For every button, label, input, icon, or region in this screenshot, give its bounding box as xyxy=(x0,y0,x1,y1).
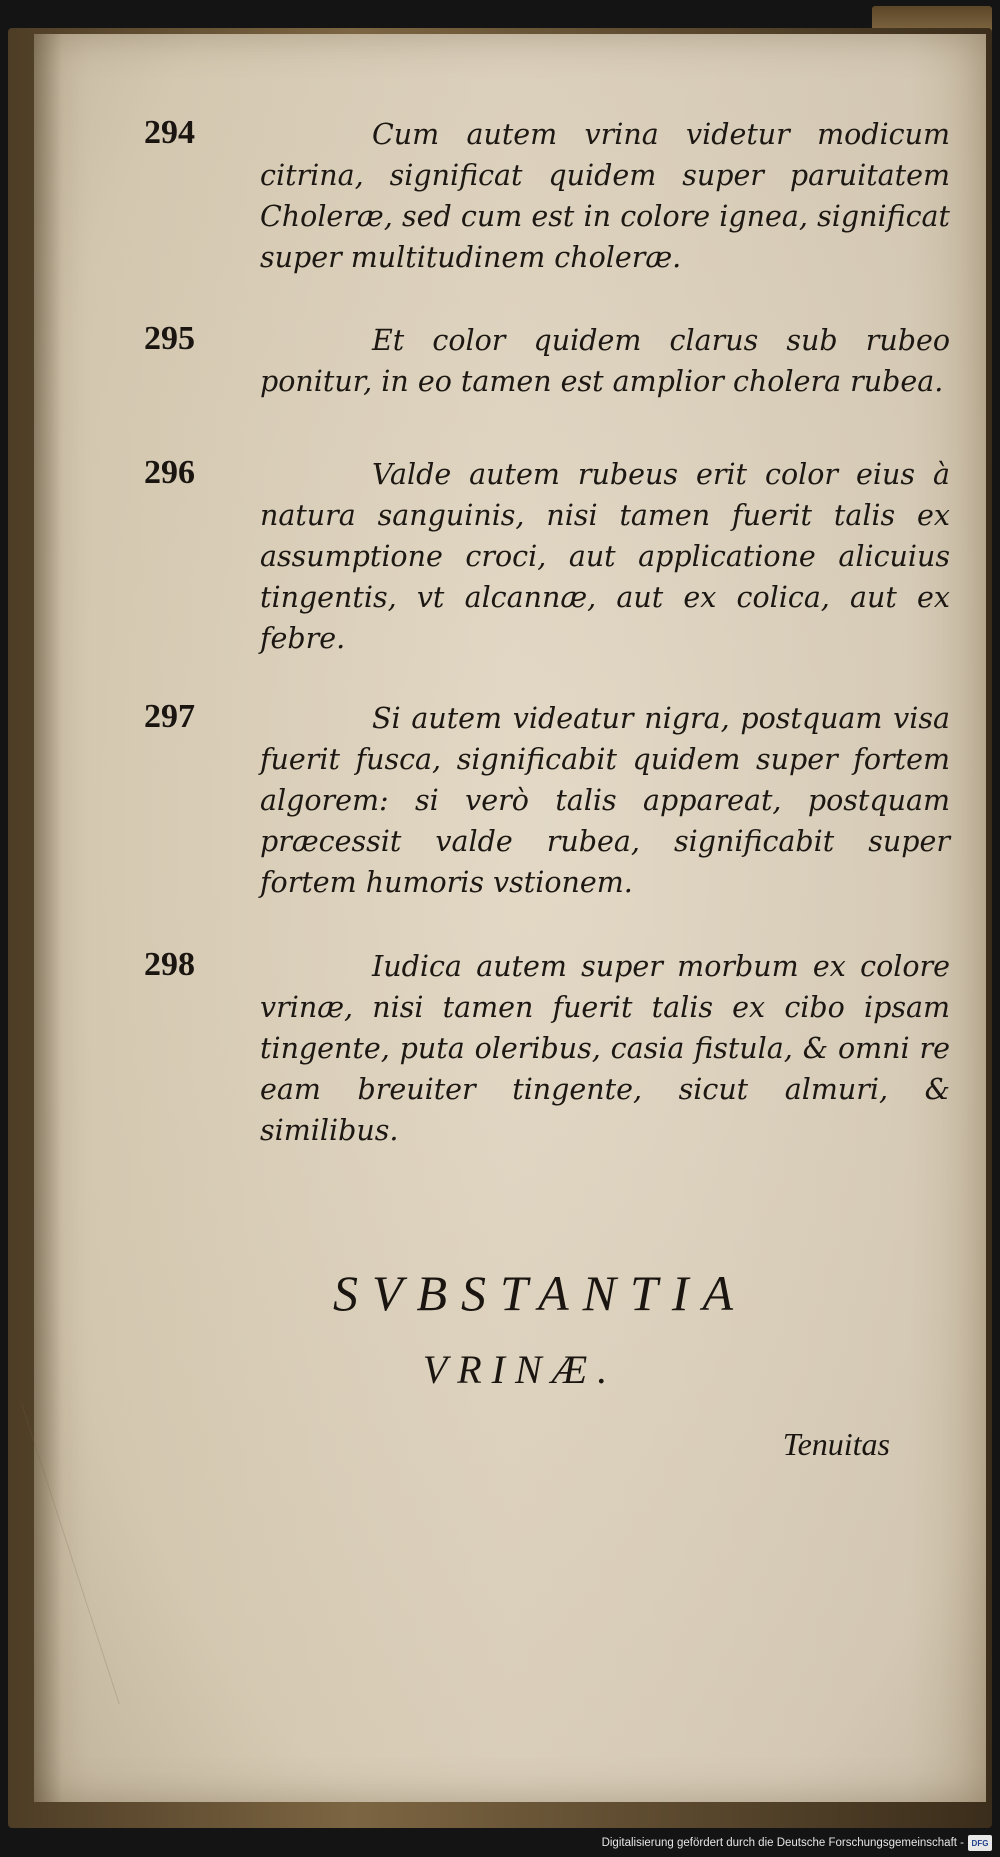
entry-paragraph: Et color quidem clarus sub rubeo ponitur, in eo tamen est amplior cholera rubea. xyxy=(260,324,950,398)
entry-paragraph: Cum autem vrina videtur modicum citrina, significat quidem super paruitatem Choleræ, sed cum est in colore ignea, significat super multitudinem choleræ. xyxy=(260,118,950,274)
entry-number: 298 xyxy=(144,946,195,983)
entry-paragraph: Si autem videatur nigra, postquam visa fuerit fusca, significabit quidem super fortem algorem: si verò talis appareat, postquam præcessit valde rubea, significabit super fortem humoris vstionem. xyxy=(260,702,950,899)
section-subheading: VRINÆ. xyxy=(422,1347,618,1392)
section-heading: SVBSTANTIA xyxy=(332,1265,748,1321)
dfg-logo-text: DFG xyxy=(971,1838,989,1848)
dfg-logo-icon xyxy=(968,1835,992,1851)
entry-paragraph: Valde autem rubeus erit color eius à natura sanguinis, nisi tamen fuerit talis ex assumptione croci, aut applicatione alicuius tingentis, vt alcannæ, aut ex colica, aut ex febre. xyxy=(260,458,950,655)
catchword: Tenuitas xyxy=(782,1426,890,1462)
entry-number: 295 xyxy=(144,320,195,357)
page-text xyxy=(34,34,986,1802)
entry-number: 297 xyxy=(144,698,195,735)
entry-number: 294 xyxy=(144,114,195,151)
book-page xyxy=(34,34,986,1802)
entry-paragraph: Iudica autem super morbum ex colore vrinæ, nisi tamen fuerit talis ex cibo ipsam tingente, puta oleribus, casia fistula, & omni re eam breuiter tingente, sicut almuri, & similibus. xyxy=(260,950,950,1147)
funding-footer xyxy=(596,1831,992,1855)
entry-number: 296 xyxy=(144,454,195,491)
funding-credit: Digitalisierung gefördert durch die Deutsche Forschungsgemeinschaft - xyxy=(601,1837,964,1849)
